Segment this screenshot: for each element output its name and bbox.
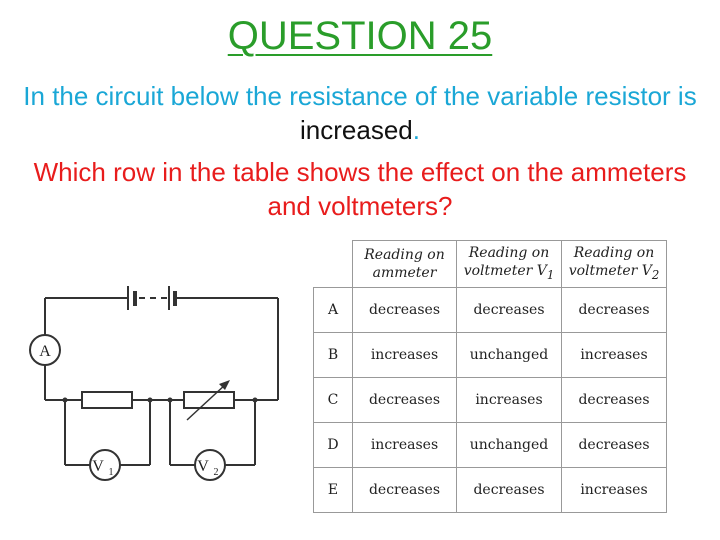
fixed-resistor [82,392,132,408]
prompt-end: . [412,115,420,145]
circuit-diagram [20,280,292,485]
table-cell: decreases [562,288,667,333]
header-subscript: 1 [546,267,555,282]
table-cell: increases [353,333,457,378]
table-cell: decreases [562,378,667,423]
table-cell: decreases [562,423,667,468]
table-cell: decreases [353,378,457,423]
table-header-row [314,241,667,288]
row-label: A [314,288,353,333]
header-line: Reading on [573,245,655,262]
table-cell: increases [562,468,667,513]
junction-dot [168,398,173,403]
row-label: C [314,378,353,423]
table-cell: unchanged [457,423,562,468]
table-row [314,333,667,378]
question-prompt [20,79,700,147]
header-line: ammeter [372,265,437,281]
table-cell: increases [457,378,562,423]
header-line: Reading on [364,247,445,263]
header-subscript: 2 [651,267,660,282]
column-header-voltmeter2 [562,241,667,288]
column-header-voltmeter1 [457,241,562,288]
voltmeter1-label: V [92,458,104,475]
results-table [313,240,667,513]
table-cell: unchanged [457,333,562,378]
table-cell: decreases [457,288,562,333]
ammeter-label: A [39,343,51,360]
table-cell: increases [353,423,457,468]
table-cell: decreases [457,468,562,513]
table-row [314,378,667,423]
table-row [314,288,667,333]
header-line: voltmeter V [568,263,652,280]
row-label: D [314,423,353,468]
question-text: Which row in the table shows the effect on the ammeters and voltmeters? [33,157,687,221]
table-row [314,468,667,513]
header-line: Reading on [468,245,550,262]
row-label: B [314,333,353,378]
voltmeter1-subscript: 1 [108,467,114,478]
header-line: voltmeter V [463,263,547,280]
table-cell: decreases [353,288,457,333]
voltmeter2-subscript: 2 [213,467,219,478]
junction-dot [148,398,153,403]
prompt-text: In the circuit below the resistance of the variable resistor is [23,81,697,111]
table-cell: decreases [353,468,457,513]
table-row [314,423,667,468]
junction-dot [253,398,258,403]
variable-resistor-arrow [187,384,226,420]
column-header-ammeter [353,241,457,288]
junction-dot [63,398,68,403]
table-cell: increases [562,333,667,378]
prompt-highlight: increased [300,115,413,145]
table-corner [314,241,353,288]
voltmeter2-label: V [197,458,209,475]
row-label: E [314,468,353,513]
question-title: QUESTION 25 [227,14,493,58]
